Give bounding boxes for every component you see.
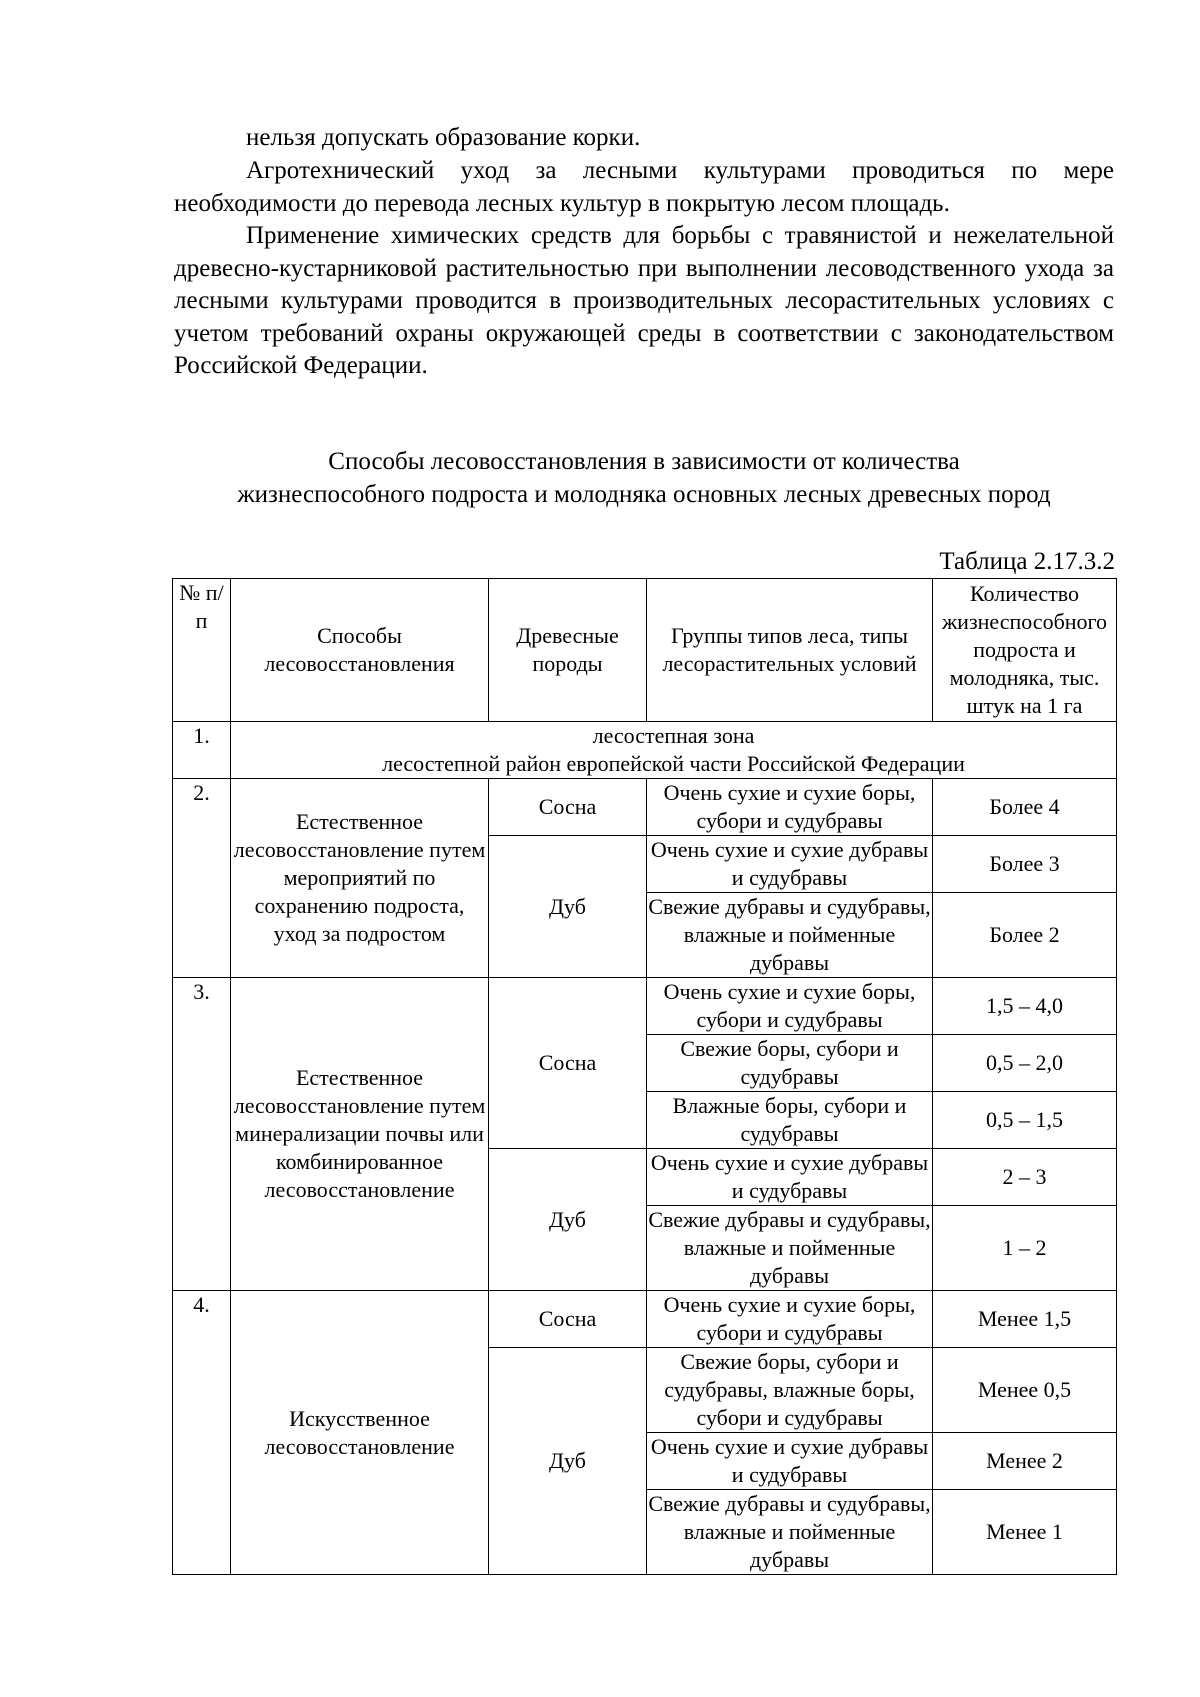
header-forest-types: Группы типов леса, типы лесорастительных условий (647, 579, 933, 722)
quantity-cell: 0,5 – 2,0 (933, 1035, 1117, 1092)
quantity-cell: 1,5 – 4,0 (933, 978, 1117, 1035)
forest-type-cell: Очень сухие и сухие дубравы и судубравы (647, 836, 933, 893)
forest-type-cell: Свежие дубравы и судубравы, влажные и пойменные дубравы (647, 1206, 933, 1291)
quantity-cell: Более 4 (933, 779, 1117, 836)
quantity-cell: Более 2 (933, 893, 1117, 978)
method-cell: Естественное лесовосстановление путем мероприятий по сохранению подроста, уход за подростом (231, 779, 489, 978)
forest-type-cell: Очень сухие и сухие боры, субори и судубравы (647, 1291, 933, 1348)
forest-type-cell: Свежие дубравы и судубравы, влажные и пойменные дубравы (647, 1490, 933, 1575)
quantity-cell: 1 – 2 (933, 1206, 1117, 1291)
species-cell: Дуб (489, 836, 647, 978)
header-number: № п/п (173, 579, 231, 722)
paragraph-agrotechnical-care: Агротехнический уход за лесными культурами проводиться по мере необходимости до перевода лесных культур в покрытую лесом площадь. (174, 157, 1114, 217)
reforestation-table (172, 578, 1117, 1575)
quantity-cell: Менее 0,5 (933, 1348, 1117, 1433)
forest-type-cell: Очень сухие и сухие боры, субори и судубравы (647, 779, 933, 836)
species-cell: Дуб (489, 1348, 647, 1575)
forest-type-cell: Очень сухие и сухие дубравы и судубравы (647, 1433, 933, 1490)
species-cell: Дуб (489, 1149, 647, 1291)
row-number: 1. (173, 722, 231, 779)
species-cell: Сосна (489, 779, 647, 836)
method-cell: Искусственное лесовосстановление (231, 1291, 489, 1575)
quantity-cell: 2 – 3 (933, 1149, 1117, 1206)
species-cell: Сосна (489, 978, 647, 1149)
forest-type-cell: Очень сухие и сухие дубравы и судубравы (647, 1149, 933, 1206)
row-number: 2. (173, 779, 231, 978)
row-number: 4. (173, 1291, 231, 1575)
table-row-zone (173, 722, 1117, 779)
quantity-cell: Более 3 (933, 836, 1117, 893)
table-title-line-2: жизнеспособного подроста и молодняка основных лесных древесных пород (237, 481, 1051, 508)
quantity-cell: Менее 1,5 (933, 1291, 1117, 1348)
header-method: Способы лесовосстановления (231, 579, 489, 722)
forest-type-cell: Свежие боры, субори и судубравы (647, 1035, 933, 1092)
paragraph-continuation: нельзя допускать образование корки. (246, 124, 641, 151)
table-title (174, 445, 1114, 511)
table-header-row (173, 579, 1117, 722)
table-title-line-1: Способы лесовосстановления в зависимости от количества (328, 448, 960, 475)
quantity-cell: Менее 1 (933, 1490, 1117, 1575)
table-row (173, 779, 1117, 836)
paragraph-chemical-means: Применение химических средств для борьбы с травянистой и нежелательной древесно-кустарниковой растительностью при выполнении лесоводственного ухода за лесными культурами проводится в производительных лесорастительных условиях с учетом требований охраны окружающей среды в соответствии с законодательством Российской Федерации. (174, 222, 1114, 379)
forest-type-cell: Свежие дубравы и судубравы, влажные и пойменные дубравы (647, 893, 933, 978)
header-quantity: Количество жизнеспособного подроста и молодняка, тыс. штук на 1 га (933, 579, 1117, 722)
header-species: Древесные породы (489, 579, 647, 722)
zone-name: лесостепная зона (592, 723, 755, 748)
quantity-cell: Менее 2 (933, 1433, 1117, 1490)
zone-region: лесостепной район европейской части Российской Федерации (382, 751, 965, 776)
species-cell: Сосна (489, 1291, 647, 1348)
row-number: 3. (173, 978, 231, 1291)
table-row (173, 978, 1117, 1035)
quantity-cell: 0,5 – 1,5 (933, 1092, 1117, 1149)
forest-type-cell: Очень сухие и сухие боры, субори и судубравы (647, 978, 933, 1035)
table-label: Таблица 2.17.3.2 (939, 548, 1115, 575)
forest-type-cell: Влажные боры, субори и судубравы (647, 1092, 933, 1149)
forest-type-cell: Свежие боры, субори и судубравы, влажные боры, субори и судубравы (647, 1348, 933, 1433)
table-row (173, 1291, 1117, 1348)
zone-cell (231, 722, 1117, 779)
method-cell: Естественное лесовосстановление путем минерализации почвы или комбинированное лесовосстановление (231, 978, 489, 1291)
